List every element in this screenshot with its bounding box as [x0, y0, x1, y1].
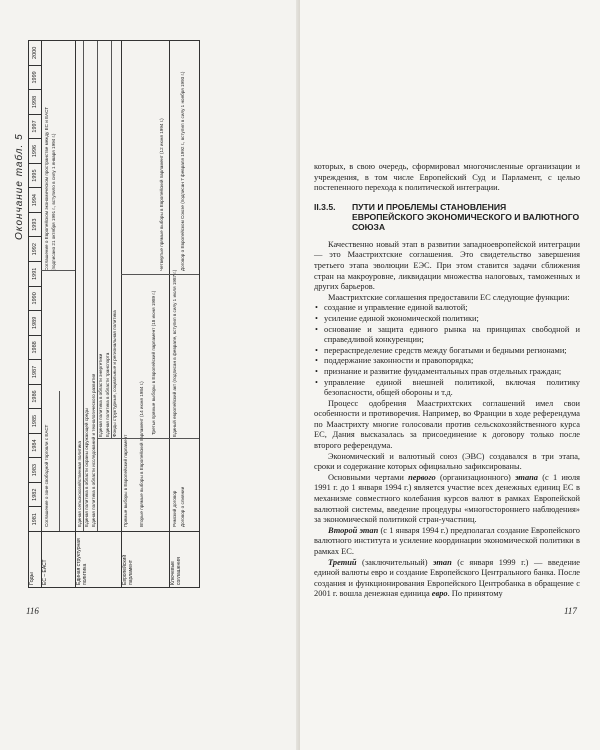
page-number-left: 116: [26, 606, 39, 616]
stage-two-paragraph: [314, 526, 580, 558]
list-item: • основание и защита единого рынка на принципах свободной и справедливой конкуренции;: [314, 325, 580, 346]
text-run: . По принятому: [447, 589, 503, 599]
year-cell: 2000: [32, 46, 38, 59]
emphasis: первого: [408, 472, 436, 482]
year-cell: 1982: [29, 482, 41, 507]
year-cell: 1981: [29, 506, 41, 531]
timeline-divider: [121, 274, 169, 275]
year-cell: 1984: [29, 433, 41, 458]
list-item: • управление единой внешней политикой, включая политику безопасности, общей обороны и т.д.: [314, 378, 580, 399]
year-cell: 1991: [29, 261, 41, 286]
year-cell: 1997: [29, 114, 41, 139]
years-header-label: Годы: [29, 531, 41, 587]
row-item: Единая политика в области исследований и технологического развития: [91, 373, 96, 527]
text-run: (с 1 июля 1991 г. до 1 января 1994 г.) является участие всех денежных единиц ЕС в механизме совместного колебания курсов валют в рамках Европейской валютной системы, введение процедуры «многостороннего наблюдения» за экономической политикой стран-участниц.: [314, 472, 580, 525]
row-item: Римский договор: [172, 490, 177, 527]
timeline-bar: [83, 41, 84, 531]
year-cell: 1995: [29, 163, 41, 188]
table-caption: Окончание табл. 5: [14, 133, 25, 240]
table-row: [41, 41, 76, 587]
intro-paragraph: которых, в свою очередь, сформировал многочисленные организации и учреждения, в том числе Европейский Суд и Парламент, с целью постепенного перехода к политической интеграции.: [314, 162, 580, 193]
text-run: (с 1 января 1994 г.) предполагал создание Европейского валютного института и усиление координации экономической политики в рамках ЕС.: [314, 525, 580, 556]
row-label: Ключевые соглашения: [169, 531, 199, 587]
right-page: [300, 0, 600, 750]
row-label: Европейский парламент: [121, 531, 169, 587]
year-cell: 1989: [29, 310, 41, 335]
row-item: Четвертые прямые выборы в Европейский парламент (12 июня 1994 г.): [159, 118, 164, 271]
paragraph: Экономический и валютный союз (ЭВС) создавался в три этапа, сроки и содержание которых официально зафиксированы.: [314, 451, 580, 472]
table-row: [75, 41, 122, 587]
row-item: (подписано 21 октября 1991 г., вступило в силу 1 января 1994 г.): [51, 133, 56, 271]
emphasis: Второй этап: [328, 525, 379, 535]
year-cell: 1990: [29, 286, 41, 311]
timeline-divider: [97, 438, 121, 439]
chronology-table: [28, 40, 200, 588]
year-cell: 1985: [29, 408, 41, 433]
year-cell: 1992: [29, 236, 41, 261]
list-item: • перераспределение средств между богатыми и бедными регионами;: [314, 346, 580, 357]
emphasis: евро: [431, 589, 448, 599]
rotated-table-block: [10, 24, 286, 588]
list-item: • усиление единой экономической политики;: [314, 314, 580, 325]
paragraph: Маастрихтские соглашения предоставили ЕС следующие функции:: [328, 292, 570, 302]
row-item: Соглашение о Европейском экономическом пространстве между ЕС и ЕАСТ: [44, 106, 49, 271]
year-cell: 1999: [29, 65, 41, 90]
emphasis: Третий: [328, 557, 357, 567]
row-item: Вторые прямые выборы в Европейский парламент (14 июня 1984 г.): [139, 381, 144, 527]
timeline-divider: [169, 274, 199, 275]
year-cell: 1994: [29, 187, 41, 212]
timeline-divider: [41, 270, 75, 271]
row-item: Фонды структурные, социальные и региональная политика: [112, 310, 117, 437]
year-cell: 1983: [29, 457, 41, 482]
timeline-bar: [111, 41, 112, 439]
year-cell: 1993: [29, 212, 41, 237]
text-run: (с января 1999 г.) — введение единой валюты евро и создание Европейского Центрального банка. После создания и функционирования Европейского Центробанка в обращение с 2001 г. вошла денежная единица: [314, 557, 580, 599]
section-heading: [314, 202, 580, 232]
stage-one-paragraph: [314, 473, 580, 526]
paragraph: Качественно новый этап в развитии западноевропейской интеграции — это Маастрихтские соглашения. Это свидетельство завершения третьего этапа эволюции ЕЭС. При этом ставится задачи сближения стран на макроуровне, ликвидации множества налоговых, таможенных и других барьеров.: [314, 239, 580, 292]
text-column: [314, 162, 580, 600]
row-item: Единая политика в области энергетики: [98, 353, 103, 437]
row-item: Единая политика в области транспорта: [105, 352, 110, 437]
year-cell: 1987: [29, 359, 41, 384]
timeline-bar: [97, 41, 98, 531]
row-item: Договор о слиянии: [180, 486, 185, 527]
row-item: Единая политика в области охраны окружающей среды: [84, 407, 89, 527]
list-item: • признание и развитие фундаментальных прав отдельных граждан;: [314, 367, 580, 378]
table-row: [169, 41, 199, 587]
year-cell: 1986: [29, 384, 41, 409]
row-item: Единый европейский акт (подписан в феврале, вступил в силу 1 июля 1987 г.): [172, 269, 177, 437]
year-cell: 1998: [29, 89, 41, 114]
list-item: • поддержание законности и правопорядка;: [314, 356, 580, 367]
row-item: Соглашение о зоне свободной торговли с ЕАСТ: [44, 424, 49, 527]
year-cell: 1996: [29, 138, 41, 163]
row-item: Договор о Европейском Союзе (подписан 7 февраля 1992 г., вступил в силу 1 ноября 1993 г.): [180, 71, 185, 271]
functions-list: [314, 303, 580, 398]
text-run: Основными чертами: [328, 472, 409, 482]
timeline-divider: [121, 438, 169, 439]
stage-three-paragraph: [314, 558, 580, 600]
year-cell: 1988: [29, 335, 41, 360]
emphasis: этап: [433, 557, 452, 567]
timeline-bar: [59, 391, 60, 531]
row-item: Прямые выборы в Европейский парламент: [123, 434, 128, 527]
emphasis: этапа: [515, 472, 538, 482]
page-number-right: 117: [564, 606, 577, 616]
row-label: Единая структурная политика: [75, 531, 121, 587]
section-title: ПУТИ И ПРОБЛЕМЫ СТАНОВЛЕНИЯ ЕВРОПЕЙСКОГО ЭКОНОМИЧЕСКОГО И ВАЛЮТНОГО СОЮЗА: [352, 201, 580, 232]
row-item: Единая сельскохозяйственная политика: [77, 441, 82, 527]
text-run: (заключительный): [356, 557, 434, 567]
row-item: Третьи прямые выборы в Европейский парламент (18 июня 1989 г.): [151, 290, 156, 435]
table-row: [121, 41, 170, 587]
timeline-divider: [169, 438, 199, 439]
section-number: II.3.5.: [314, 201, 336, 212]
list-item: • создание и управление единой валютой;: [314, 303, 580, 314]
row-label: ЕС – ЕАСТ: [41, 531, 75, 587]
text-run: (организационного): [435, 472, 516, 482]
paragraph: Процесс одобрения Маастрихтских соглашений имел свои особенности и противоречия. Например, во Франции в ходе референдума по Маастрихту многие голосовали против сельскохозяйственного курса ЕС, Дания высказалась за присоединение к договору только после второго референдума.: [314, 398, 580, 451]
